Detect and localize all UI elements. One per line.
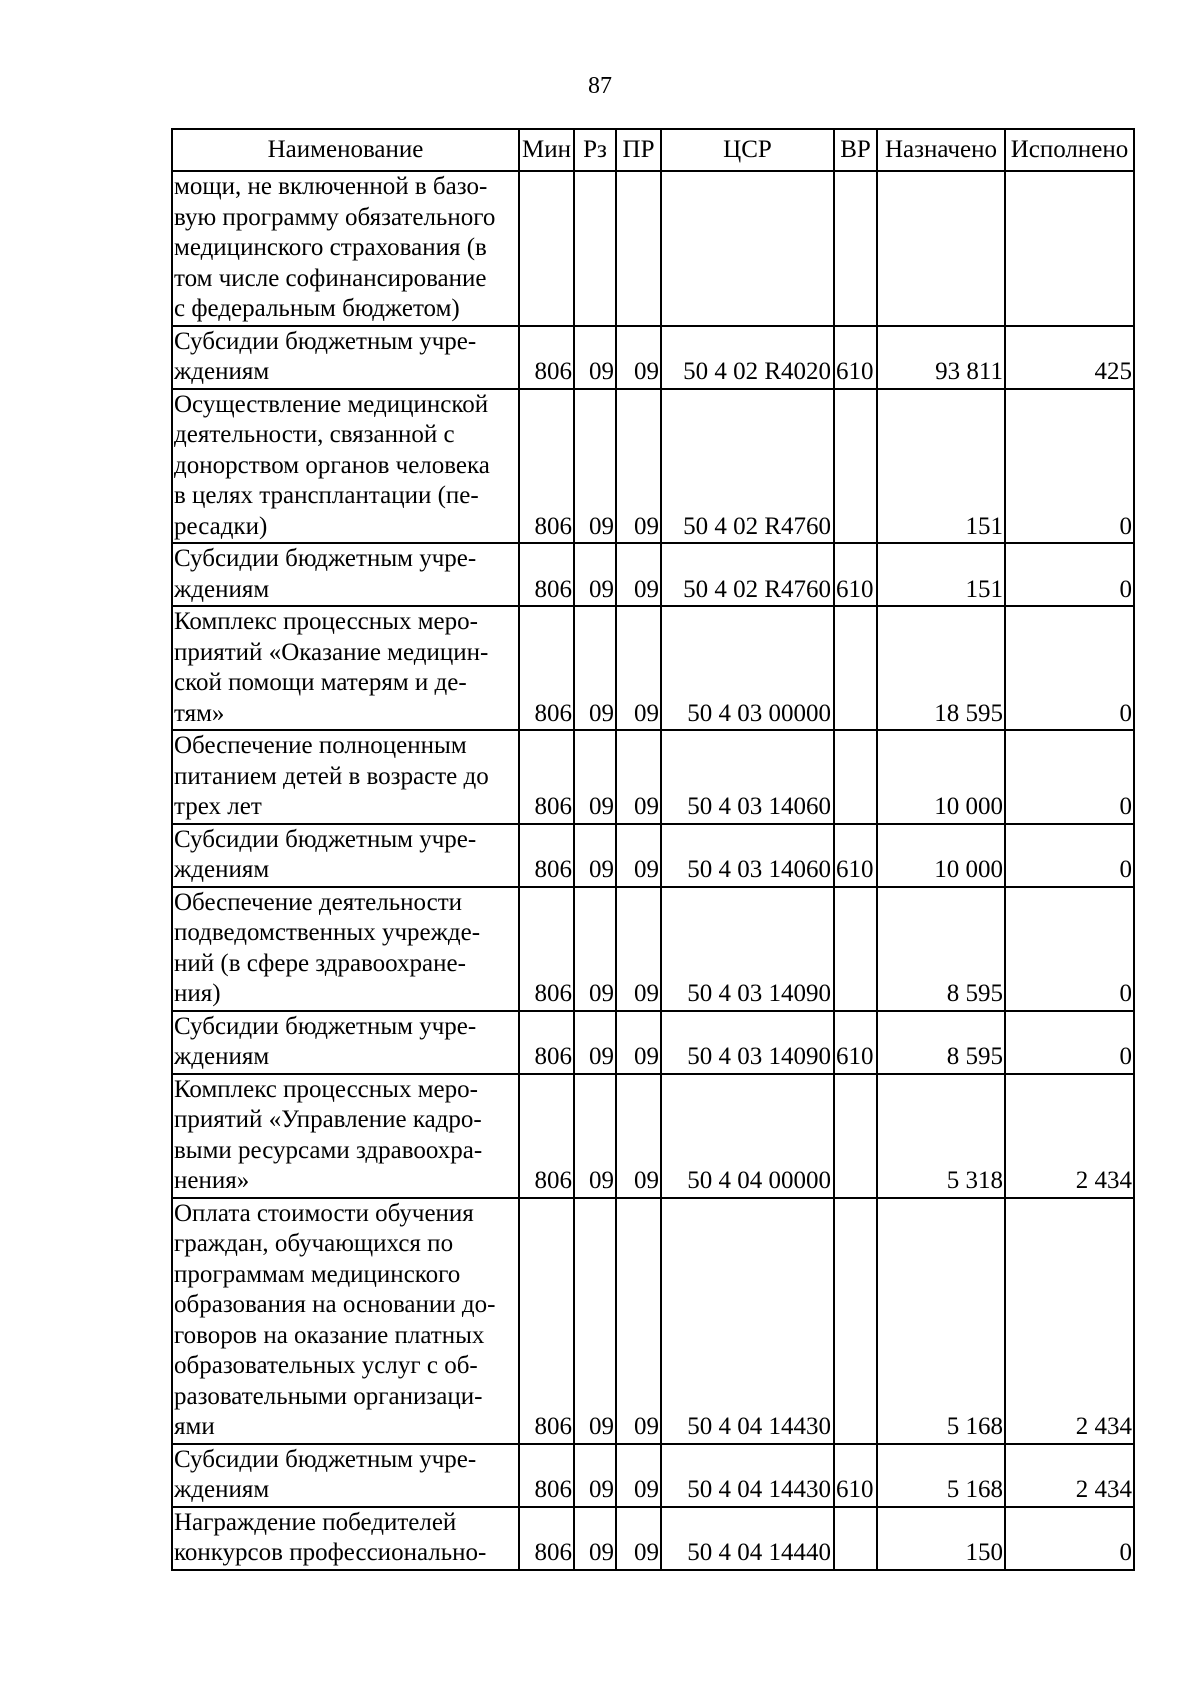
cell-assigned (877, 171, 1005, 326)
cell-name-line: приятий «Оказание медицин- (174, 638, 489, 666)
cell-pr: 09 (616, 543, 661, 606)
cell-name-line: Комплекс процессных меро- (174, 608, 478, 635)
cell-pr: 09 (616, 1198, 661, 1444)
cell-name-line: мощи, не включенной в базо- (174, 173, 488, 200)
cell-name-line: ждениям (174, 575, 270, 603)
header-csr: ЦСР (661, 129, 834, 171)
cell-name-line: разовательными организаци- (174, 1382, 483, 1410)
cell-assigned: 150 (877, 1507, 1005, 1570)
cell-name (172, 730, 519, 824)
cell-executed: 0 (1005, 606, 1134, 730)
table-row (172, 1444, 1134, 1507)
cell-csr: 50 4 02 R4020 (661, 326, 834, 389)
cell-rz: 09 (574, 1074, 616, 1198)
cell-rz: 09 (574, 824, 616, 887)
cell-executed (1005, 171, 1134, 326)
cell-name (172, 326, 519, 389)
cell-name-line: образования на основании до- (174, 1291, 496, 1318)
cell-name-line: вую программу обязательного (174, 203, 496, 231)
budget-table (171, 128, 1135, 1571)
cell-min: 806 (519, 1074, 574, 1198)
cell-csr: 50 4 03 00000 (661, 606, 834, 730)
header-executed: Исполнено (1005, 129, 1134, 171)
table-row (172, 887, 1134, 1011)
cell-name-line: Субсидии бюджетным учре- (174, 1445, 477, 1473)
cell-rz: 09 (574, 887, 616, 1011)
table-row (172, 543, 1134, 606)
cell-min: 806 (519, 389, 574, 544)
cell-assigned: 10 000 (877, 730, 1005, 824)
cell-pr: 09 (616, 1507, 661, 1570)
cell-name-line: нения» (174, 1167, 250, 1194)
cell-vr (834, 730, 877, 824)
cell-name-line: Комплекс процессных меро- (174, 1075, 478, 1103)
cell-name-line: в целях трансплантации (пе- (174, 482, 479, 509)
cell-min: 806 (519, 543, 574, 606)
cell-assigned: 5 318 (877, 1074, 1005, 1198)
cell-name-line: Награждение победителей (174, 1508, 457, 1536)
cell-name-line: том числе софинансирование (174, 264, 487, 292)
cell-name-line: донорством органов человека (174, 451, 490, 479)
cell-name-line: ждениям (174, 1476, 270, 1503)
header-name: Наименование (172, 129, 519, 171)
cell-min: 806 (519, 1507, 574, 1570)
cell-name-line: Обеспечение полноценным (174, 732, 467, 759)
cell-name-line: граждан, обучающихся по (174, 1230, 454, 1257)
cell-assigned: 5 168 (877, 1198, 1005, 1444)
cell-vr (834, 171, 877, 326)
cell-executed: 0 (1005, 389, 1134, 544)
cell-name-line: образовательных услуг с об- (174, 1352, 478, 1379)
cell-rz: 09 (574, 389, 616, 544)
cell-name (172, 171, 519, 326)
cell-executed: 2 434 (1005, 1074, 1134, 1198)
cell-vr: 610 (834, 824, 877, 887)
cell-executed: 0 (1005, 730, 1134, 824)
cell-name-line: Субсидии бюджетным учре- (174, 1012, 477, 1040)
cell-pr: 09 (616, 1444, 661, 1507)
cell-assigned: 5 168 (877, 1444, 1005, 1507)
cell-rz: 09 (574, 1507, 616, 1570)
cell-vr (834, 606, 877, 730)
cell-name-line: тям» (174, 699, 225, 727)
cell-vr (834, 1507, 877, 1570)
cell-pr: 09 (616, 389, 661, 544)
cell-vr: 610 (834, 1444, 877, 1507)
cell-executed: 425 (1005, 326, 1134, 389)
cell-vr (834, 1198, 877, 1444)
cell-name-line: выми ресурсами здравоохра- (174, 1136, 483, 1164)
cell-name-line: Субсидии бюджетным учре- (174, 327, 477, 355)
cell-name-line: ской помощи матерям и де- (174, 669, 467, 696)
cell-name-line: ний (в сфере здравоохране- (174, 949, 466, 977)
table-row (172, 1011, 1134, 1074)
page-number: 87 (588, 73, 612, 99)
cell-pr: 09 (616, 730, 661, 824)
cell-csr: 50 4 04 14430 (661, 1444, 834, 1507)
cell-assigned: 18 595 (877, 606, 1005, 730)
cell-name-line: подведомственных учрежде- (174, 919, 481, 946)
cell-name (172, 887, 519, 1011)
cell-csr: 50 4 04 00000 (661, 1074, 834, 1198)
cell-name-line: деятельности, связанной с (174, 421, 455, 448)
cell-executed: 2 434 (1005, 1198, 1134, 1444)
cell-assigned: 151 (877, 543, 1005, 606)
cell-min: 806 (519, 1444, 574, 1507)
cell-min: 806 (519, 1011, 574, 1074)
cell-executed: 0 (1005, 824, 1134, 887)
cell-rz: 09 (574, 1198, 616, 1444)
cell-name-line: Оплата стоимости обучения (174, 1199, 474, 1227)
cell-assigned: 151 (877, 389, 1005, 544)
cell-assigned: 93 811 (877, 326, 1005, 389)
cell-min: 806 (519, 887, 574, 1011)
cell-rz (574, 171, 616, 326)
cell-csr: 50 4 04 14430 (661, 1198, 834, 1444)
cell-vr: 610 (834, 1011, 877, 1074)
cell-name-line: приятий «Управление кадро- (174, 1106, 482, 1133)
table-row (172, 1198, 1134, 1444)
cell-executed: 0 (1005, 1011, 1134, 1074)
cell-name-line: ждениям (174, 856, 270, 883)
table-row (172, 326, 1134, 389)
cell-name-line: ресадки) (174, 512, 268, 540)
cell-name (172, 389, 519, 544)
cell-name-line: ями (174, 1413, 215, 1440)
cell-name-line: говоров на оказание платных (174, 1321, 485, 1349)
cell-assigned: 8 595 (877, 1011, 1005, 1074)
cell-name-line: трех лет (174, 793, 262, 820)
table-body (172, 171, 1134, 1570)
header-vr: ВР (834, 129, 877, 171)
cell-csr: 50 4 03 14060 (661, 824, 834, 887)
cell-assigned: 8 595 (877, 887, 1005, 1011)
cell-vr: 610 (834, 543, 877, 606)
cell-csr: 50 4 03 14060 (661, 730, 834, 824)
cell-vr: 610 (834, 326, 877, 389)
cell-pr: 09 (616, 1074, 661, 1198)
cell-executed: 0 (1005, 887, 1134, 1011)
cell-name (172, 1074, 519, 1198)
cell-name-line: Осуществление медицинской (174, 390, 489, 418)
cell-csr (661, 171, 834, 326)
cell-rz: 09 (574, 730, 616, 824)
cell-min: 806 (519, 326, 574, 389)
cell-pr: 09 (616, 326, 661, 389)
cell-min: 806 (519, 1198, 574, 1444)
cell-min: 806 (519, 606, 574, 730)
cell-name-line: Субсидии бюджетным учре- (174, 825, 477, 853)
cell-name (172, 606, 519, 730)
cell-executed: 2 434 (1005, 1444, 1134, 1507)
cell-name-line: программам медицинского (174, 1260, 461, 1288)
cell-name-line: с федеральным бюджетом) (174, 295, 460, 322)
cell-csr: 50 4 03 14090 (661, 1011, 834, 1074)
cell-pr: 09 (616, 824, 661, 887)
cell-name-line: конкурсов профессионально- (174, 1539, 487, 1566)
table-row (172, 824, 1134, 887)
table-row (172, 606, 1134, 730)
cell-executed: 0 (1005, 543, 1134, 606)
cell-min: 806 (519, 730, 574, 824)
cell-name (172, 543, 519, 606)
cell-csr: 50 4 02 R4760 (661, 543, 834, 606)
table-row (172, 730, 1134, 824)
cell-name-line: медицинского страхования (в (174, 234, 487, 261)
cell-assigned: 10 000 (877, 824, 1005, 887)
header-pr: ПР (616, 129, 661, 171)
cell-pr: 09 (616, 606, 661, 730)
cell-rz: 09 (574, 543, 616, 606)
cell-name (172, 1444, 519, 1507)
cell-executed: 0 (1005, 1507, 1134, 1570)
cell-rz: 09 (574, 606, 616, 730)
table-row (172, 1074, 1134, 1198)
cell-name-line: Субсидии бюджетным учре- (174, 545, 477, 572)
cell-name (172, 1198, 519, 1444)
cell-pr: 09 (616, 887, 661, 1011)
header-rz: Рз (574, 129, 616, 171)
cell-rz: 09 (574, 1444, 616, 1507)
cell-min: 806 (519, 824, 574, 887)
cell-name-line: Обеспечение деятельности (174, 888, 463, 916)
cell-name-line: ждениям (174, 358, 270, 385)
cell-rz: 09 (574, 1011, 616, 1074)
cell-pr (616, 171, 661, 326)
table-row (172, 171, 1134, 326)
cell-csr: 50 4 02 R4760 (661, 389, 834, 544)
cell-name (172, 1011, 519, 1074)
cell-csr: 50 4 03 14090 (661, 887, 834, 1011)
cell-name-line: ждениям (174, 1043, 270, 1070)
cell-vr (834, 1074, 877, 1198)
cell-pr: 09 (616, 1011, 661, 1074)
header-min: Мин (519, 129, 574, 171)
header-row (172, 129, 1134, 171)
cell-name (172, 1507, 519, 1570)
cell-name (172, 824, 519, 887)
cell-name-line: питанием детей в возрасте до (174, 762, 489, 790)
cell-rz: 09 (574, 326, 616, 389)
table-row (172, 1507, 1134, 1570)
header-assigned: Назначено (877, 129, 1005, 171)
cell-vr (834, 389, 877, 544)
table-row (172, 389, 1134, 544)
cell-csr: 50 4 04 14440 (661, 1507, 834, 1570)
cell-name-line: ния) (174, 980, 221, 1007)
cell-vr (834, 887, 877, 1011)
cell-min (519, 171, 574, 326)
